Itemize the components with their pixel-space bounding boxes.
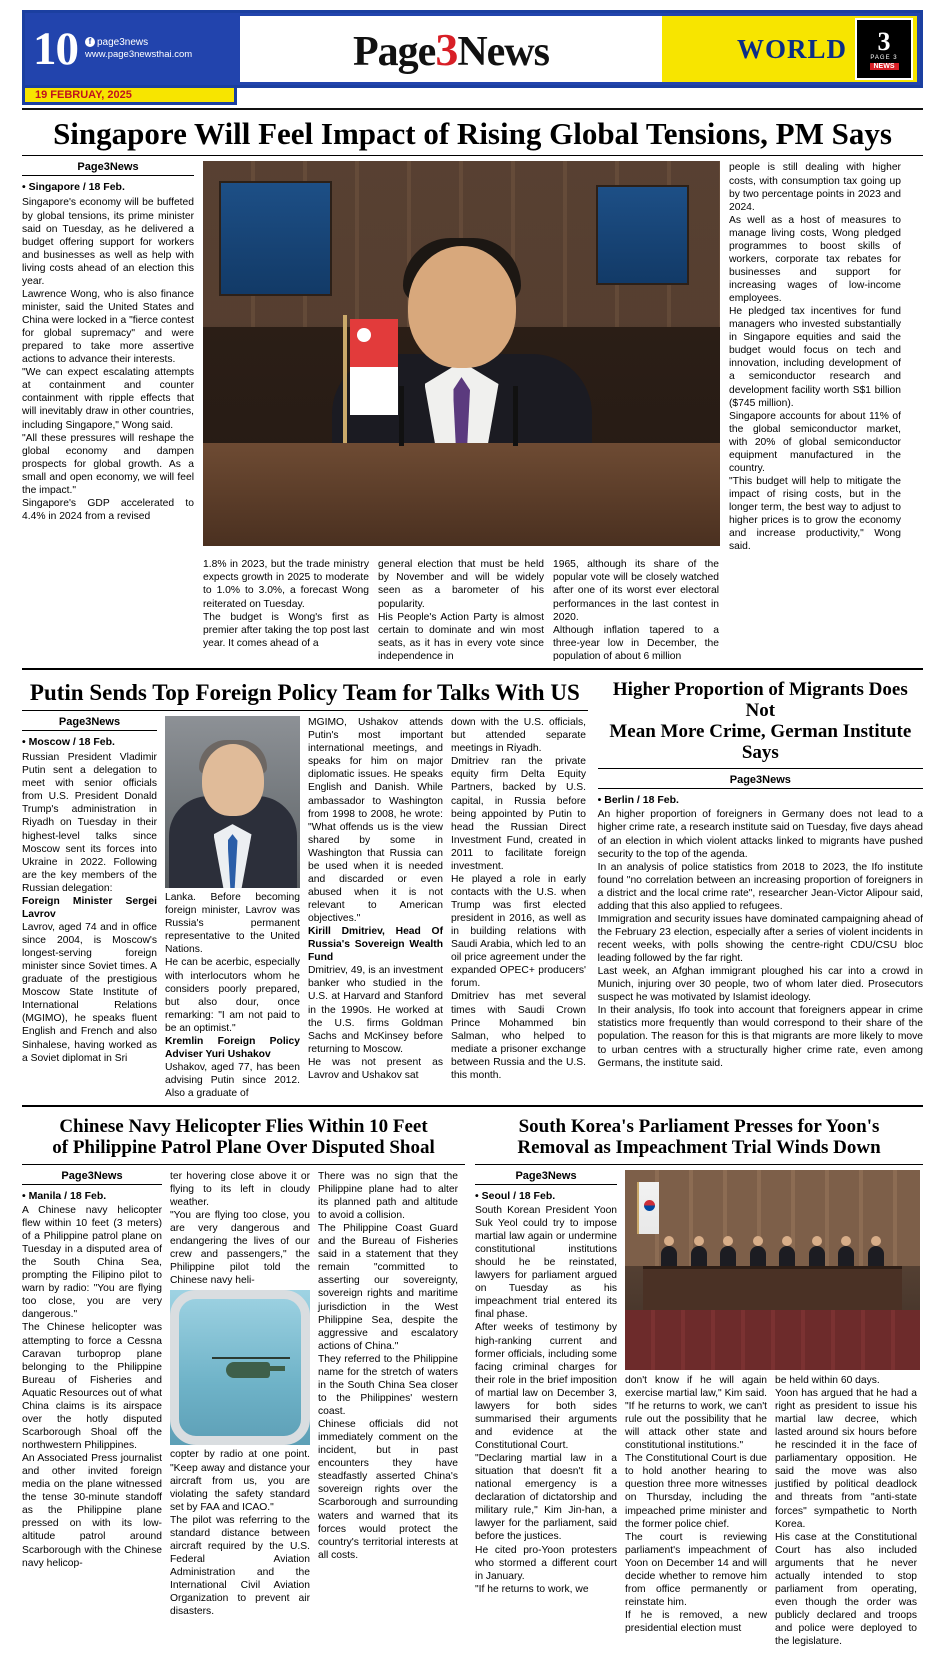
lead-story xyxy=(22,161,923,553)
migrants-para: In their analysis, Ifo took into account that foreigners appear in crime statistics more frequently than would correspond to their share of the population. The reason for this is that migrants are more likely to move to urban centres with a structurally higher crime rate, even among Germans, the institute said. xyxy=(597,1005,923,1069)
putin-subhead-1: Foreign Minister Sergei Lavrov xyxy=(22,895,157,920)
putin-para: He was not present as Lavrov and Ushakov sat xyxy=(308,1056,443,1081)
lead-lower-columns xyxy=(22,558,923,663)
masthead-left xyxy=(25,13,240,85)
putin-col-2 xyxy=(165,716,300,1100)
putin-para: Lanka. Before becoming foreign minister, Lavrov was Russia's permanent representative to the United Nations. xyxy=(165,892,300,956)
korea-court-photo xyxy=(625,1170,920,1370)
navy-col-3 xyxy=(318,1170,458,1618)
section-three xyxy=(22,1113,923,1648)
issue-date: 19 FEBRUAY, 2025 xyxy=(22,88,237,105)
korea-para: If he is removed, a new presidential election must xyxy=(625,1610,768,1635)
putin-col-4 xyxy=(451,716,586,1100)
page3-badge xyxy=(855,18,913,80)
lead-location: • Singapore / 18 Feb. xyxy=(22,181,125,194)
section-divider-1 xyxy=(22,668,923,670)
facebook-handle: f page3news xyxy=(85,37,192,50)
navy-para: They referred to the Philippine name for the stretch of waters in the South China Sea closer to the Philippines' western coast. xyxy=(318,1353,458,1418)
navy-para: ter hovering close above it or flying to its left in cloudy weather. xyxy=(170,1170,310,1209)
lead-para: "This budget will help to mitigate the impact of rising costs, but in the longer term, the best way to adjust to higher prices is to grow the economy and increase productivity," Wong said. xyxy=(729,475,901,553)
putin-para: Dmitriev has met several times with Saudi Crown Prince Mohammed bin Salman, who helped to mediate a prisoner exchange between Russia and the U.S. this month. xyxy=(451,991,586,1081)
lead-byline: Page3News xyxy=(77,161,139,174)
lead-photo xyxy=(203,161,720,546)
masthead-section xyxy=(662,16,917,82)
lead-para: Singapore's economy will be buffeted by global tensions, its prime minister said on Tuesday, as he delivered a budget offering support for workers and businesses as well as help with living costs ahead of an election this year. xyxy=(22,197,194,287)
putin-para: Lavrov, aged 74 and in office since 2004, is Moscow's longest-serving foreign minister since Soviet times. A graduate of the prestigious Moscow State Institute of International Relations (MGIMO), he speaks fluent English and French and also Sinhalese, having worked as a Soviet diplomat in Sri xyxy=(22,921,157,1064)
putin-location: • Moscow / 18 Feb. xyxy=(22,736,115,749)
lead-para: 1965, although its share of the popular vote will be closely watched after one of its worst ever electoral performances in the last contest in 2020. xyxy=(553,559,719,623)
korea-para: His case at the Constitutional Court has also included arguments that he never actually intended to stop parliament from operating, even though the order was publicly declared and troops and police were deployed to the legislature. xyxy=(775,1531,918,1648)
lead-para: Singapore's GDP accelerated to 4.4% in 2024 from a revised xyxy=(22,497,194,522)
lead-rule xyxy=(22,155,923,156)
putin-para: Dmitriev ran the private equity firm Delta Equity Partners, backed by U.S. capital, in Russia before being appointed by Putin to head the Russian Direct Investment Fund, created in 2011 to facilitate foreign investment. xyxy=(451,756,586,872)
lead-headline: Singapore Will Feel Impact of Rising Global Tensions, PM Says xyxy=(53,116,892,151)
putin-para: He played a role in early contacts with the U.S. when Trump was first elected president in 2016, as well as in building relations with Saudi Arabia, which led to an oil price agreement under the expanded OPEC+ producers' forum. xyxy=(451,873,586,990)
putin-byline: Page3News xyxy=(58,716,121,729)
navy-headline-line2: of Philippine Patrol Plane Over Disputed Shoal xyxy=(52,1137,435,1159)
migrants-headline-line1: Higher Proportion of Migrants Does Not xyxy=(612,678,908,721)
logo-part2: News xyxy=(457,28,549,75)
navy-para: The Philippine Coast Guard and the Bureau of Fisheries said in a statement that they remain "committed to asserting our sovereignty, sovereign rights and maritime jurisdiction in the West Philippine Sea, despite the aggressive and escalatory actions of China." xyxy=(318,1223,458,1352)
navy-para: "You are flying too close, you are very dangerous and endangering the lives of our crew and passengers," the Philippine pilot told the Chinese navy heli- xyxy=(170,1210,310,1287)
korea-para: be held within 60 days. xyxy=(775,1374,880,1386)
lead-para: He pledged tax incentives for fund managers who invested substantially in Singapore equities and said the budget would focus on tech and innovation, including development of a semiconductor research and development facility worth S$1 billion ($745 million). xyxy=(729,306,901,409)
navy-col-1 xyxy=(22,1170,162,1618)
navy-para: There was no sign that the Philippine plane had to alter its planned path and altitude to avoid a collision. xyxy=(318,1170,458,1222)
putin-para: down with the U.S. officials, but attended separate meetings in Riyadh. xyxy=(451,717,586,755)
website-url: www.page3newsthai.com xyxy=(85,49,193,61)
korea-para: "If he returns to work, we xyxy=(475,1583,589,1595)
migrants-headline-line2: Mean More Crime, German Institute Says xyxy=(609,720,912,763)
lead-column-1 xyxy=(22,161,194,553)
putin-col-3 xyxy=(308,716,443,1100)
korea-col-2 xyxy=(625,1374,767,1648)
lead-photo-block xyxy=(203,161,720,553)
lead-para: general election that must be held by November and will be widely seen as a barometer of his popularity. xyxy=(378,559,544,610)
navy-para: A Chinese navy helicopter flew within 10 feet (3 meters) of a Philippine patrol plane on Tuesday in a disputed area of the South China Sea, prompting the Filipino pilot to warn by radio: "You are flying too close, you are very dangerous." xyxy=(22,1204,162,1321)
masthead xyxy=(22,10,923,88)
korea-para: don't know if he will again exercise martial law," Kim said. "If he returns to work, we can't rule out the possibility that he will attack other state and constitutional institutions." xyxy=(625,1374,768,1452)
migrants-byline: Page3News xyxy=(729,774,791,787)
migrants-para: Last week, an Afghan immigrant ploughed his car into a crowd in Munich, injuring over 30 people, two of whom later died. Prosecutors suspect he was motivated by Islamist ideology. xyxy=(597,966,923,1004)
navy-story xyxy=(22,1113,465,1648)
navy-byline: Page3News xyxy=(61,1169,123,1182)
korea-byline: Page3News xyxy=(515,1169,577,1182)
lavrov-photo xyxy=(165,716,300,888)
korea-col-3 xyxy=(775,1374,917,1648)
lead-para: Although inflation tapered to a three-year low in December, the population of about 6 million xyxy=(553,624,719,662)
masthead-logo xyxy=(240,16,662,82)
korea-right-block xyxy=(625,1170,920,1648)
korea-para: "Declaring martial law in a situation that doesn't fit a national emergency is a declaration of dictatorship and military rule," Kim Jin-han, a lawyer for the parliament, said before the justices. xyxy=(475,1453,618,1543)
navy-col-2 xyxy=(170,1170,310,1618)
putin-para: Dmitriev, 49, is an investment banker who studied in the U.S. at Harvard and Stanford in the 1990s. He worked at the U.S. firms Goldman Sachs and McKinsey before returning to Moscow. xyxy=(308,965,443,1055)
putin-story xyxy=(22,676,588,1100)
putin-subhead-3: Kirill Dmitriev, Head Of Russia's Sovereign Wealth Fund xyxy=(308,926,443,964)
putin-subhead-2: Kremlin Foreign Policy Adviser Yuri Ushakov xyxy=(165,1035,300,1060)
page-number: 10 xyxy=(33,22,78,75)
putin-headline: Putin Sends Top Foreign Policy Team for Talks With US xyxy=(29,679,580,705)
facebook-icon: f xyxy=(85,37,95,47)
korea-para: He cited pro-Yoon protesters who stormed a different court in January. xyxy=(475,1544,618,1582)
masthead-rule xyxy=(22,108,923,110)
badge-sub: PAGE 3 xyxy=(870,54,898,61)
badge-number: 3 xyxy=(877,26,891,56)
korea-para: Yoon has argued that he had a right as president to issue his martial law decree, which lasted around six hours before he rescinded it in the face of parliamentary opposition. He said the move was also justified by political deadlock and threats from "anti-state forces" sympathetic to North Korea. xyxy=(775,1387,918,1530)
navy-para: The Chinese helicopter was attempting to force a Cessna Caravan turboprop plane belonging to the Philippine Bureau of Fisheries and Aquatic Resources out of what China claims is its airspace over the hotly disputed Scarborough Shoal off the northwestern Philippines. xyxy=(22,1322,162,1452)
korea-para: The Constitutional Court is due to hold another hearing to question three more witnesses on Thursday, including the impeached prime minister and the former police chief. xyxy=(625,1453,768,1530)
badge-news: NEWS xyxy=(870,63,899,70)
korea-col-1 xyxy=(475,1170,617,1648)
lead-para: "All these pressures will reshape the global economy and dampen prospects for global growth. As a small and open economy, we will feel the impact." xyxy=(22,432,194,496)
navy-para: Chinese officials did not immediately comment on the incident, but in past encounters they have steadfastly asserted China's sovereign rights over the Scarborough and surrounding waters and warned that its forces would protect the country's territorial interests at all costs. xyxy=(318,1419,458,1561)
lead-para: people is still dealing with higher costs, with consumption tax going up by two percentage points in 2023 and 2024. xyxy=(729,162,901,213)
migrants-para: An higher proportion of foreigners in Germany does not lead to a higher crime rate, a research institute said on Tuesday, five days ahead of an election in which violent attacks linked to migrants have pushed security to the top of the agenda. xyxy=(597,809,923,860)
korea-para: The court is reviewing parliament's impeachment of Yoon on December 14 and will decide whether to remove him from office permanently or reinstate him. xyxy=(625,1531,768,1608)
korea-para: South Korean President Yoon Suk Yeol could try to impose martial law again or undermine constitutional institutions should he be reinstated, lawyers for parliament argued on Tuesday as his impeachment trial entered its final phase. xyxy=(475,1204,618,1321)
lead-para: Lawrence Wong, who is also finance minister, said the United States and China were locked in a "fierce contest for global supremacy" and were prepared to take more assertive actions to advance their interests. xyxy=(22,288,194,366)
korea-location: • Seoul / 18 Feb. xyxy=(475,1189,556,1202)
logo-part1: Page xyxy=(353,28,436,75)
lead-lower-col-2 xyxy=(378,558,544,663)
lead-para: His People's Action Party is almost certain to dominate and win most seats, as it has in every vote since independence in xyxy=(378,611,544,662)
putin-para: Ushakov, aged 77, has been advising Putin since 2012. Also a graduate of xyxy=(165,1061,300,1100)
helicopter-photo xyxy=(170,1290,310,1445)
navy-para: The pilot was referring to the standard distance between aircraft required by the U.S. Federal Aviation Administration and the International Civil Aviation Organization to prevent air disasters. xyxy=(170,1514,310,1618)
section-divider-2 xyxy=(22,1105,923,1107)
navy-location: • Manila / 18 Feb. xyxy=(22,1189,107,1202)
korea-story xyxy=(475,1113,923,1648)
migrants-para: Immigration and security issues have dominated campaigning ahead of the February 23 election, especially after a series of violent incidents in recent weeks, with polls showing the centre-right CDU/CSU bloc leading followed by the far right. xyxy=(597,913,923,965)
putin-col-1 xyxy=(22,716,157,1100)
section-two xyxy=(22,676,923,1100)
lead-para: Singapore accounts for about 11% of the global semiconductor market, with 20% of global semiconductor equipment manufactured in the country. xyxy=(729,410,901,474)
migrants-para: In an analysis of police statistics from 2018 to 2023, the Ifo institute found "no correlation between an increasing proportion of foreigners in a district and the local crime rate", researcher Jean-Victor Alipour said, adding that this also applied to refugees. xyxy=(597,861,923,912)
logo-three: 3 xyxy=(435,23,458,75)
lead-lower-col-1 xyxy=(203,558,369,663)
lead-column-4 xyxy=(729,161,901,553)
section-label: WORLD xyxy=(736,33,847,64)
navy-para: An Associated Press journalist and other invited foreign media on the plane witnessed the tense 30-minute standoff as the Philippine plane pressed on with its low-altitude patrol around Scarborough with the Chinese navy helicop- xyxy=(22,1453,162,1569)
migrants-location: • Berlin / 18 Feb. xyxy=(597,794,679,807)
korea-para: After weeks of testimony by high-ranking current and former officials, including some facing criminal charges for their role in the brief imposition of martial law on December 3, lawyers for both sides summarised their arguments and evidence at the Constitutional Court. xyxy=(475,1322,618,1452)
lead-para: The budget is Wong's first as premier after taking the top post last year. It comes ahead of a xyxy=(203,611,369,649)
lead-lower-col-3 xyxy=(553,558,719,663)
migrants-story xyxy=(598,676,923,1100)
korea-headline-line1: South Korea's Parliament Presses for Yoon's xyxy=(518,1116,880,1138)
putin-para: MGIMO, Ushakov attends Putin's most important international meetings, and speaks for him on major diplomatic issues. He speaks English and Danish. While ambassador to Washington from 1998 to 2008, he wrote: "What offends us is the view shared by some in Washington that Russia can be used when it is needed and discarded or even abused when it is not relevant to American objectives." xyxy=(308,717,443,925)
lead-para: As well as a host of measures to manage living costs, Wong pledged programmes to boost skills of workers, corporate tax rebates for businesses and support for increasing wages of low-income employees. xyxy=(729,214,901,305)
lead-para: "We can expect escalating attempts at containment and counter containment with ripple effects that will inevitably draw in other countries, including Singapore," Wong said. xyxy=(22,367,194,431)
navy-para: copter by radio at one point. "Keep away and distance your aircraft from us, you are violating the safety standard set by FAA and ICAO." xyxy=(170,1449,310,1513)
navy-headline-line1: Chinese Navy Helicopter Flies Within 10 Feet xyxy=(59,1116,428,1138)
putin-para: He can be acerbic, especially with interlocutors whom he considers poorly prepared, but also dour, once remarking: "I am not paid to be an optimist." xyxy=(165,957,300,1034)
korea-headline-line2: Removal as Impeachment Trial Winds Down xyxy=(517,1137,881,1159)
lead-para: 1.8% in 2023, but the trade ministry expects growth in 2025 to moderate to 1.0% to 3.0%, a forecast Wong reiterated on Tuesday. xyxy=(203,559,369,610)
putin-para: Russian President Vladimir Putin sent a delegation to meet with senior officials from U.S. President Donald Trump's administration in Riyadh on Tuesday in their highest-level talks since Moscow sent its forces into Ukraine in 2022. Following are the key members of the Russian delegation: xyxy=(22,752,157,894)
